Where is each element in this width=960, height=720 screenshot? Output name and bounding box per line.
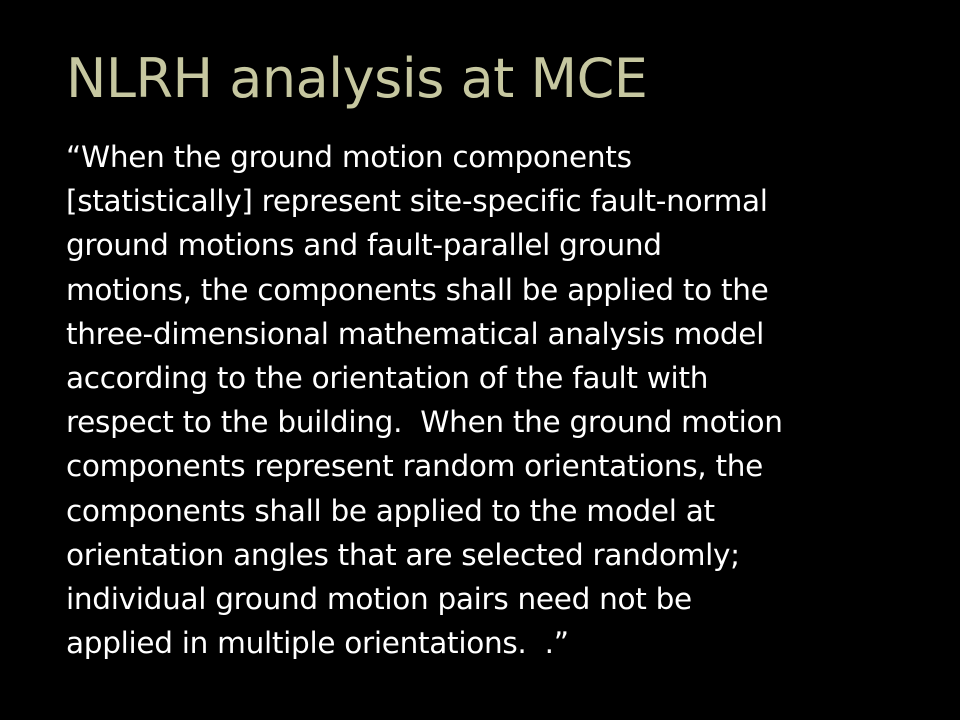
quote-line: motions, the components shall be applied to the <box>66 272 769 307</box>
quote-line: components shall be applied to the model at <box>66 493 715 528</box>
quote-line: [statistically] represent site-specific fault-normal <box>66 184 768 219</box>
quote-line: orientation angles that are selected randomly; <box>66 537 740 572</box>
quote-body <box>66 135 946 665</box>
quote-line: three-dimensional mathematical analysis model <box>66 316 765 351</box>
quote-line: individual ground motion pairs need not be <box>66 582 692 617</box>
quote-line: applied in multiple orientations. .” <box>66 626 569 661</box>
quote-line: ground motions and fault-parallel ground <box>66 228 662 263</box>
quote-line: according to the orientation of the fault with <box>66 361 709 396</box>
quote-line: respect to the building. When the ground motion <box>66 405 783 440</box>
quote-line: components represent random orientations, the <box>66 449 763 484</box>
quote-line: “When the ground motion components <box>66 140 632 174</box>
slide-title: NLRH analysis at MCE <box>66 47 648 110</box>
